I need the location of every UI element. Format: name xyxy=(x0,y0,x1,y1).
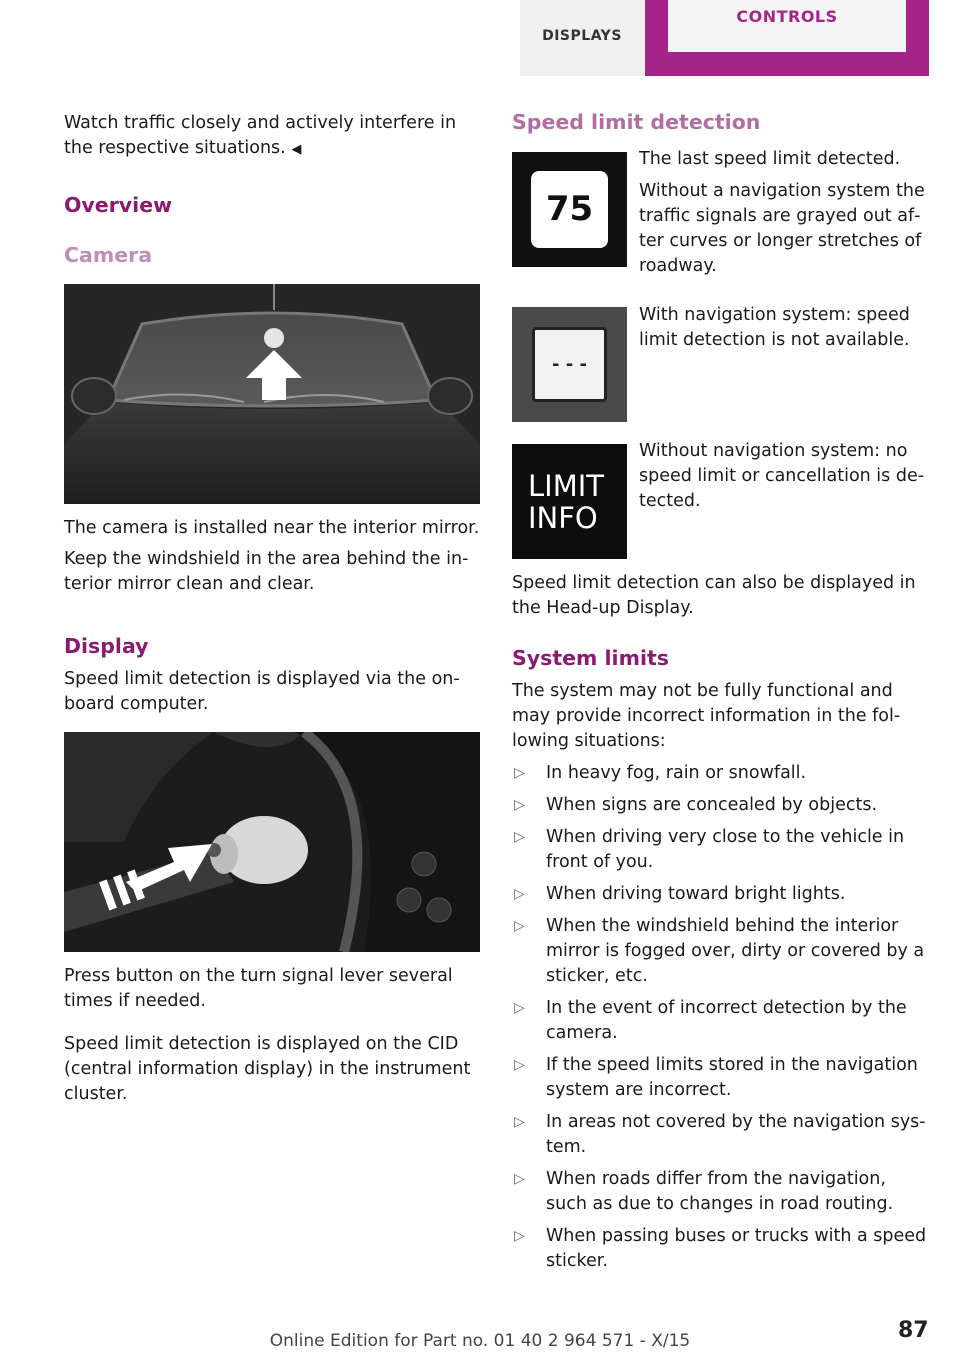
triangle-bullet-icon: ▷ xyxy=(514,797,525,813)
speed-sign-dashes: - - - xyxy=(532,327,607,402)
limit-info-line-1: LIMIT xyxy=(528,469,604,503)
limit-item xyxy=(512,825,930,875)
cid-text: Speed limit detection is displayed on the CID (central information display) in the instrument cluster. xyxy=(64,1034,471,1104)
camera-windshield-image xyxy=(64,284,480,504)
limit-info-label xyxy=(528,470,604,534)
limit-item-text: In areas not covered by the navigation system. xyxy=(546,1112,926,1157)
triangle-bullet-icon: ▷ xyxy=(514,1000,525,1016)
triangle-bullet-icon: ▷ xyxy=(514,918,525,934)
sign2-text: With navigation system: speed limit detection is not available. xyxy=(639,305,910,350)
limit-item xyxy=(512,1167,930,1217)
limit-item-text: When passing buses or trucks with a speed sticker. xyxy=(546,1226,927,1271)
limit-item-text: In the event of incorrect detection by the camera. xyxy=(546,998,907,1043)
button-instructions xyxy=(64,964,480,1107)
speed-sign-75-value: 75 xyxy=(531,171,608,248)
triangle-bullet-icon: ▷ xyxy=(514,829,525,845)
triangle-bullet-icon: ▷ xyxy=(514,1114,525,1130)
limit-item xyxy=(512,761,930,786)
intro-text: Watch traffic closely and actively interfere in the respective situations. xyxy=(64,113,457,158)
tab-controls xyxy=(645,0,929,76)
tab-displays: DISPLAYS xyxy=(520,0,644,76)
lever-illustration xyxy=(64,732,480,952)
limit-item-text: In heavy fog, rain or snowfall. xyxy=(546,763,807,783)
limit-item xyxy=(512,1053,930,1103)
hud-text: Speed limit detection can also be displayed in the Head-up Display. xyxy=(512,573,916,618)
limit-item-text: When roads differ from the navigation, such as due to changes in road routing. xyxy=(546,1169,894,1214)
triangle-bullet-icon: ▷ xyxy=(514,765,525,781)
tab-controls-label-box xyxy=(668,0,906,52)
sign2-description xyxy=(639,303,929,353)
system-limits-list xyxy=(512,761,930,1281)
limit-item-text: When the windshield behind the interior mirror is fogged over, dirty or covered by a sticker, etc. xyxy=(546,916,925,986)
limit-item xyxy=(512,1224,930,1274)
sign1-description xyxy=(639,147,929,279)
triangle-bullet-icon: ▷ xyxy=(514,886,525,902)
display-text: Speed limit detection is displayed via the onboard computer. xyxy=(64,669,460,714)
limit-item xyxy=(512,793,930,818)
speed-limit-detection-heading: Speed limit detection xyxy=(512,110,761,134)
speed-sign-75 xyxy=(512,152,627,267)
page-number: 87 xyxy=(898,1318,929,1343)
intro-paragraph xyxy=(64,111,480,162)
limit-item-text: If the speed limits stored in the navigation system are incorrect. xyxy=(546,1055,918,1100)
limit-item-text: When driving very close to the vehicle in front of you. xyxy=(546,827,905,872)
camera-paragraphs xyxy=(64,516,480,597)
camera-para-1: The camera is installed near the interior mirror. xyxy=(64,518,480,538)
system-limits-heading: System limits xyxy=(512,646,669,670)
limits-intro-text: The system may not be fully functional and may provide incorrect information in the following situations: xyxy=(512,681,901,751)
tab-controls-label: CONTROLS xyxy=(736,7,838,26)
triangle-bullet-icon: ▷ xyxy=(514,1171,525,1187)
triangle-bullet-icon: ▷ xyxy=(514,1228,525,1244)
windshield-illustration xyxy=(64,284,480,504)
end-mark-icon: ◀ xyxy=(291,142,302,157)
speed-sign-unavailable xyxy=(512,307,627,422)
limit-item xyxy=(512,882,930,907)
display-paragraph xyxy=(64,667,480,717)
limit-item-text: When signs are concealed by objects. xyxy=(546,795,878,815)
sign3-description xyxy=(639,439,929,514)
limit-item xyxy=(512,1110,930,1160)
camera-para-2: Keep the windshield in the area behind the interior mirror clean and clear. xyxy=(64,549,469,594)
camera-heading: Camera xyxy=(64,243,153,267)
limit-item-text: When driving toward bright lights. xyxy=(546,884,846,904)
sign1-text-1: The last speed limit detected. xyxy=(639,149,901,169)
button-text: Press button on the turn signal lever several times if needed. xyxy=(64,966,453,1011)
turn-signal-lever-image xyxy=(64,732,480,952)
triangle-bullet-icon: ▷ xyxy=(514,1057,525,1073)
limit-item xyxy=(512,914,930,989)
display-heading: Display xyxy=(64,634,149,658)
limit-item xyxy=(512,996,930,1046)
overview-heading: Overview xyxy=(64,193,173,217)
limit-info-sign xyxy=(512,444,627,559)
footer-edition: Online Edition for Part no. 01 40 2 964 571 - X/15 xyxy=(269,1331,691,1351)
system-limits-intro xyxy=(512,679,928,754)
hud-paragraph xyxy=(512,571,928,621)
sign3-text: Without navigation system: no speed limit or cancellation is detected. xyxy=(639,441,925,511)
limit-info-line-2: INFO xyxy=(528,501,598,535)
sign1-text-2: Without a navigation system the traffic signals are grayed out after curves or longer stretches of roadway. xyxy=(639,181,925,276)
